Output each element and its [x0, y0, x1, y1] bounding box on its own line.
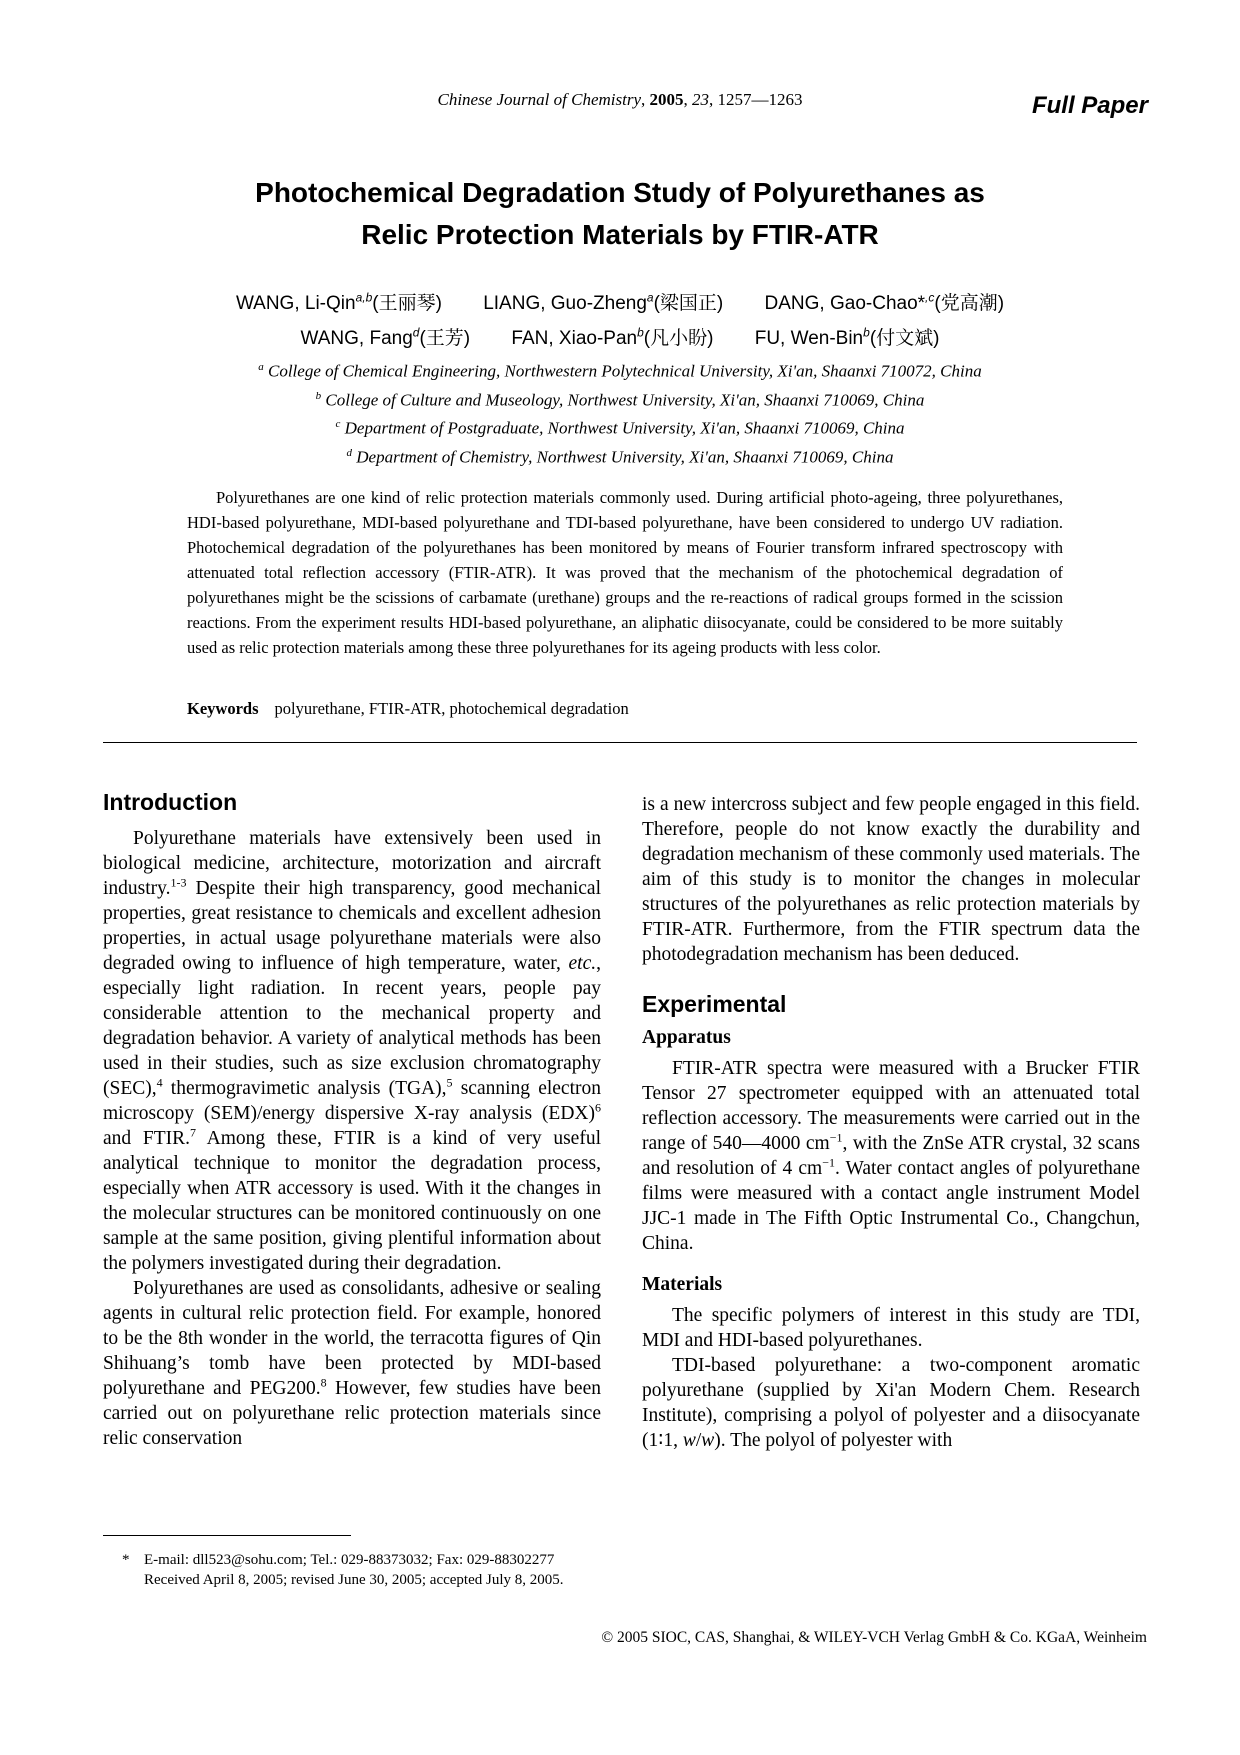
right-column	[642, 792, 1140, 1453]
affiliation	[100, 384, 1140, 413]
affiliation	[100, 441, 1140, 470]
citation: 5	[446, 1075, 453, 1090]
copyright-notice: © 2005 SIOC, CAS, Shanghai, & WILEY-VCH Verlag GmbH & Co. KGaA, Weinheim	[601, 1629, 1147, 1646]
author-affil-mark: a,b	[355, 291, 373, 305]
author	[765, 293, 1005, 314]
citation: 8	[320, 1375, 327, 1390]
author-affil-mark: d	[412, 325, 420, 340]
affiliation-mark: a	[258, 361, 264, 373]
footnote-contact: E-mail: dll523@sohu.com; Tel.: 029-88373032; Fax: 029-88302277	[144, 1552, 555, 1568]
text-run: , especially light radiation. In recent years, people pay considerable attention to the mechanical property and degradation behavior. A variety of analytical methods has been used in their studies, such as size exclusion chromatography (SEC),	[103, 953, 601, 1099]
footnote-line	[122, 1550, 564, 1570]
text-run: , with the ZnSe ATR crystal, 32 scans and resolution of 4 cm	[642, 1133, 1140, 1179]
superscript: −1	[829, 1130, 843, 1145]
text-run: Polyurethane materials have extensively been used in biological medicine, architecture, motorization and aircraft industry.	[103, 828, 601, 899]
text-run: Among these, FTIR is a kind of very useful analytical technique to monitor the degradation process, especially when ATR accessory is used. With it the changes in the molecular structures can be monitored continuously on one sample at the same position, giving plentiful information about the polymers investigated during their degradation.	[103, 1128, 601, 1274]
text-run: However, few studies have been carried out on polyurethane relic protection materials since relic conservation	[103, 1378, 601, 1449]
citation: 4	[156, 1075, 163, 1090]
affiliation-list	[100, 355, 1140, 470]
text-run: thermogravimetic analysis (TGA),	[162, 1078, 447, 1099]
author	[511, 325, 714, 349]
footnote-mark: *	[122, 1552, 130, 1568]
affiliation-mark: b	[315, 389, 322, 402]
author-row	[100, 318, 1140, 352]
keywords-label: Keywords	[187, 699, 259, 718]
text-run: . Water contact angles of polyurethane films were measured with a contact angle instrument Model JJC-1 made in The Fifth Optic Instrumental Co., Changchun, China.	[642, 1158, 1140, 1254]
author-name: WANG, Li-Qin	[235, 293, 356, 315]
title-line: Photochemical Degradation Study of Polyurethanes as	[255, 177, 985, 208]
title-line: Relic Protection Materials by FTIR-ATR	[361, 219, 879, 250]
subsection-heading-apparatus: Apparatus	[642, 1027, 731, 1048]
paper-title	[140, 172, 1100, 256]
affiliation-mark: c	[335, 418, 341, 431]
section-heading-introduction: Introduction	[103, 789, 238, 815]
intro-paragraph-continued: is a new intercross subject and few people engaged in this field. Therefore, people do not know exactly the durability and degradation mechanism of these commonly used materials. The aim of this study is to monitor the changes in molecular structures of the polyurethanes as relic protection materials by FTIR-ATR. Furthermore, from the FTIR spectrum data the photodegradation mechanism has been deduced.	[642, 794, 1140, 965]
author-name: FAN, Xiao-Pan	[511, 327, 638, 349]
author	[236, 293, 442, 314]
footnote-divider	[103, 1535, 351, 1536]
affiliation-mark: d	[346, 446, 352, 459]
author-name: FU, Wen-Bin	[754, 327, 864, 349]
author-affil-mark: b	[637, 325, 644, 340]
footnote-dates: Received April 8, 2005; revised June 30, 2005; accepted July 8, 2005.	[144, 1572, 564, 1588]
author-chinese-name: (梁国正)	[653, 293, 724, 315]
citation: 6	[595, 1100, 601, 1115]
author-chinese-name: (付文斌)	[869, 327, 940, 349]
author	[483, 293, 723, 314]
affiliation	[100, 355, 1140, 384]
left-column	[103, 787, 601, 1451]
text-run: Despite their high transparency, good mechanical properties, great resistance to chemicals and excellent adhesion properties, in actual usage polyurethane materials were also degraded owing to influence of high temperature, water,	[103, 878, 601, 974]
sep: ,	[683, 90, 692, 109]
affiliation-text: Department of Postgraduate, Northwest University, Xi'an, Shaanxi 710069, China	[344, 418, 905, 438]
text-run: /	[695, 1430, 702, 1451]
journal-name: Chinese Journal of Chemistry	[437, 90, 641, 109]
paper-type: Full Paper	[1031, 92, 1148, 119]
author-chinese-name: (凡小盼)	[643, 327, 714, 349]
section-divider	[103, 742, 1137, 743]
text-run-italic: w	[682, 1430, 696, 1451]
affiliation	[100, 412, 1140, 441]
apparatus-paragraph	[642, 1056, 1140, 1256]
materials-paragraph	[642, 1353, 1140, 1453]
author-chinese-name: (王芳)	[419, 327, 471, 349]
author-affil-mark: a	[646, 291, 654, 305]
affiliation-text: College of Culture and Museology, Northwest University, Xi'an, Shaanxi 710069, China	[325, 390, 925, 410]
footnote	[122, 1550, 564, 1590]
materials-paragraph: The specific polymers of interest in this study are TDI, MDI and HDI-based polyurethanes.	[642, 1305, 1140, 1351]
text-run-italic: w	[701, 1430, 715, 1451]
text-run: scanning electron microscopy (SEM)/energy dispersive X-ray analysis (EDX)	[103, 1078, 601, 1124]
text-run: Polyurethanes are used as consolidants, adhesive or sealing agents in cultural relic protection field. For example, honored to be the 8th wonder in the world, the terracotta figures of Qin Shihuang’s tomb have been protected by MDI-based polyurethane and PEG200.	[103, 1278, 601, 1399]
author-row	[100, 284, 1140, 318]
text-run: TDI-based polyurethane: a two-component aromatic polyurethane (supplied by Xi'an Modern Chem. Research Institute), comprising a polyol of polyester and a diisocyanate (1∶1,	[642, 1355, 1140, 1451]
sep: ,	[641, 90, 650, 109]
author-affil-mark: ,c	[925, 291, 935, 305]
author-chinese-name: (党高潮)	[934, 293, 1005, 315]
author-name: LIANG, Guo-Zheng	[483, 293, 647, 315]
section-heading-experimental: Experimental	[642, 991, 787, 1017]
author-chinese-name: (王丽琴)	[372, 293, 442, 315]
text-run: ). The polyol of polyester with	[714, 1430, 953, 1451]
keywords-text: polyurethane, FTIR-ATR, photochemical degradation	[274, 699, 629, 718]
author-affil-mark: b	[863, 325, 870, 340]
text-run-italic: etc.	[568, 953, 597, 974]
intro-paragraph	[103, 826, 601, 1276]
author	[754, 325, 940, 349]
author	[300, 325, 471, 349]
citation: 7	[190, 1125, 197, 1140]
author-name: WANG, Fang	[300, 327, 413, 349]
text-run: FTIR-ATR spectra were measured with a Brucker FTIR Tensor 27 spectrometer equipped with an attenuated total reflection accessory. The measurements were carried out in the range of 540—4000 cm	[642, 1058, 1140, 1154]
abstract: Polyurethanes are one kind of relic protection materials commonly used. During artificial photo-ageing, three polyurethanes, HDI-based polyurethane, MDI-based polyurethane and TDI-based polyurethane, have been considered to undergo UV radiation. Photochemical degradation of the polyurethanes has been monitored by means of Fourier transform infrared spectroscopy with attenuated total reflection accessory (FTIR-ATR). It was proved that the mechanism of the photochemical degradation of polyurethanes might be the scissions of carbamate (urethane) groups and the re-reactions of radical groups formed in the scission reactions. From the experiment results HDI-based polyurethane, an aliphatic diisocyanate, could be considered to be more suitably used as relic protection materials among these three polyurethanes for its ageing products with less color.	[187, 488, 1063, 657]
text-run: and FTIR.	[103, 1128, 191, 1149]
journal-pages: , 1257—1263	[709, 90, 803, 109]
journal-volume: 23	[692, 90, 709, 109]
subsection-heading-materials: Materials	[642, 1274, 723, 1295]
superscript: −1	[822, 1155, 835, 1170]
author-list	[100, 284, 1140, 353]
affiliation-text: Department of Chemistry, Northwest University, Xi'an, Shaanxi 710069, China	[356, 447, 894, 467]
affiliation-text: College of Chemical Engineering, Northwestern Polytechnical University, Xi'an, Shaanxi 710072, China	[267, 361, 982, 381]
journal-year: 2005	[649, 90, 684, 109]
intro-paragraph	[103, 1276, 601, 1451]
author-name: DANG, Gao-Chao*	[764, 293, 926, 315]
keywords	[187, 699, 629, 719]
citation: 1-3	[170, 875, 187, 890]
